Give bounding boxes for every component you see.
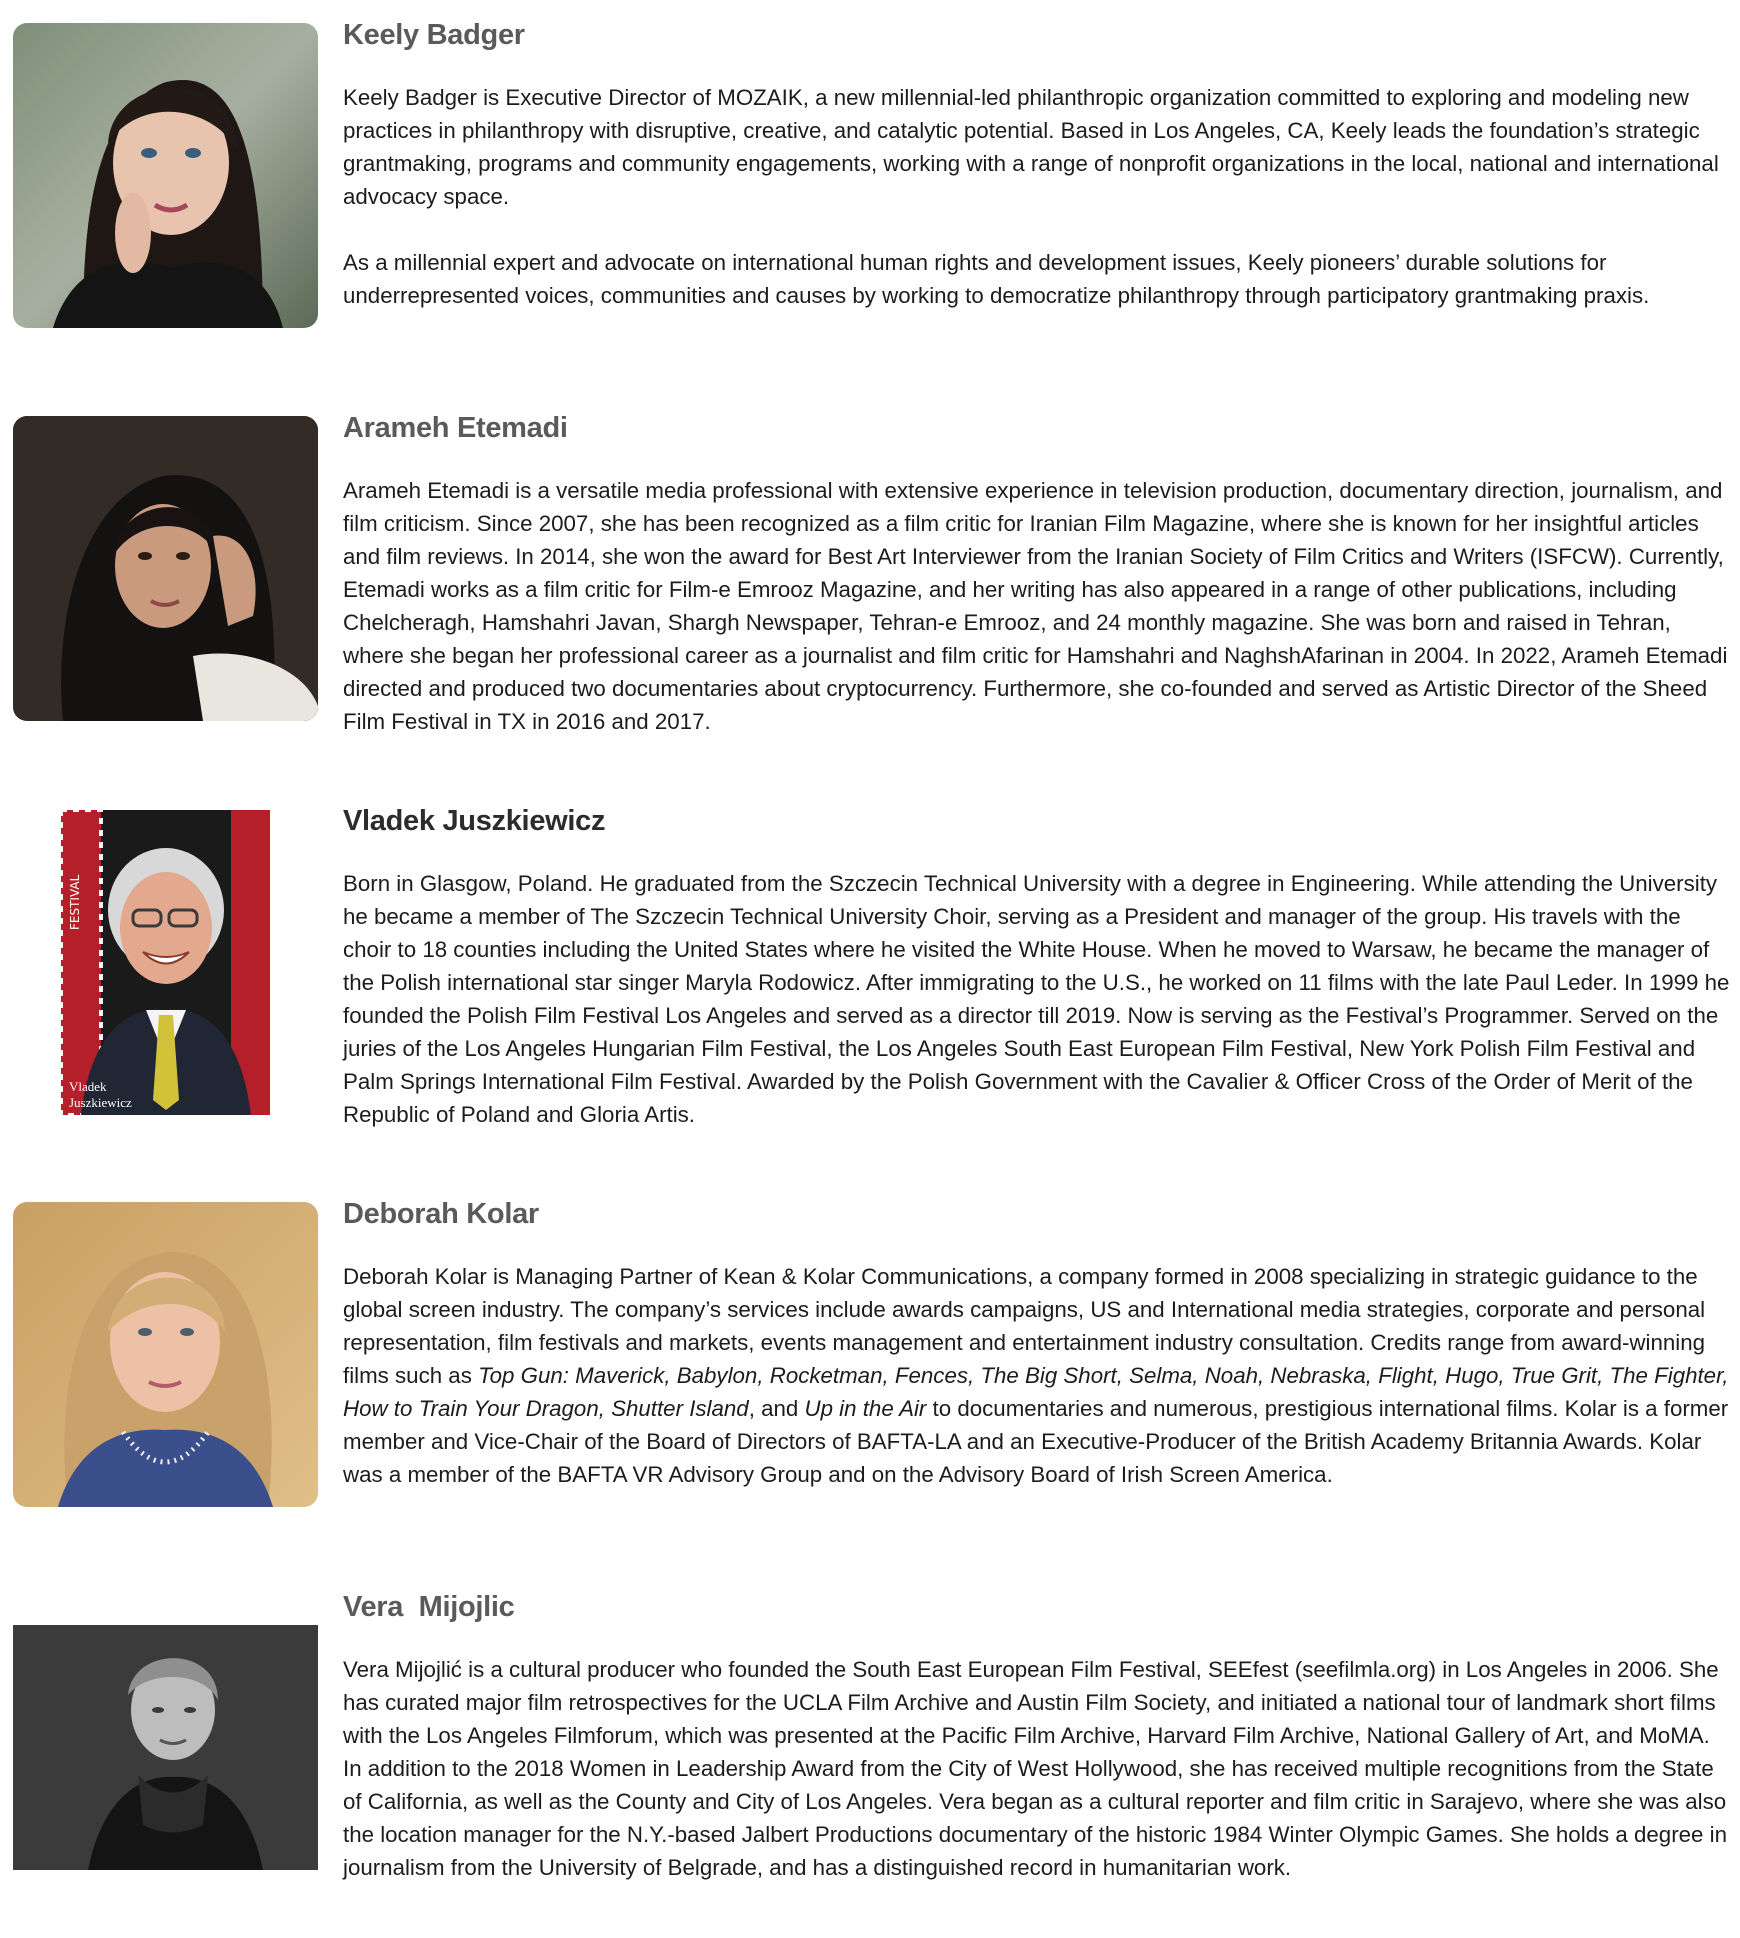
photo-banner-text: FESTIVAL [68, 874, 82, 930]
person-info [343, 1592, 1732, 1884]
person-info [343, 20, 1732, 312]
bio-film-titles: Top Gun: Maverick, Babylon, Rocketman, Fences, The Big Short, Selma, Noah, Nebraska, Flight, Hugo, True Grit, The Fighter, How to Train Your Dragon, Shutter Island [343, 1362, 1729, 1421]
person-bio-paragraph: Vera Mijojlić is a cultural producer who founded the South East European Film Festival, SEEfest (seefilmla.org) in Los Angeles in 2006. She has curated major film retrospectives for the UCLA Film Archive and Austin Film Society, and initiated a national tour of landmark short films with the Los Angeles Filmforum, which was presented at the Pacific Film Archive, Harvard Film Archive, National Gallery of Art, and MoMA. In addition to the 2018 Women in Leadership Award from the City of West Hollywood, she has received multiple recognitions from the State of California, as well as the County and City of Los Angeles. Vera began as a cultural reporter and film critic in Sarajevo, where she was also the location manager for the N.Y.-based Jalbert Productions documentary of the historic 1984 Winter Olympic Games. She holds a degree in journalism from the University of Belgrade, and has a distinguished record in humanitarian work. [343, 1656, 1727, 1880]
person-name: Vladek Juszkiewicz [343, 805, 606, 837]
portrait-image [13, 1625, 318, 1870]
person-bio-paragraph [343, 1260, 1732, 1491]
photo-caption: Vladek Juszkiewicz [69, 1079, 132, 1110]
person-name: Arameh Etemadi [343, 412, 568, 444]
person-name: Vera Mijojlic [343, 1591, 515, 1623]
person-name: Deborah Kolar [343, 1198, 539, 1230]
portrait-image [61, 810, 270, 1115]
person-bio-paragraph: Born in Glasgow, Poland. He graduated from the Szczecin Technical University with a degree in Engineering. While attending the University he became a member of The Szczecin Technical University Choir, serving as a President and manager of the group. His travels with the choir to 18 counties including the United States where he visited the White House. When he moved to Warsaw, he became the manager of the Polish international star singer Maryla Rodowicz. After immigrating to the U.S., he worked on 11 films with the late Paul Leder. In 1999 he founded the Polish Film Festival Los Angeles and served as a director till 2019. Now is serving as the Festival’s Programmer. Served on the juries of the Los Angeles Hungarian Film Festival, the Los Angeles South East European Film Festival, New York Polish Film Festival and Palm Springs International Film Festival. Awarded by the Polish Government with the Cavalier & Officer Cross of the Order of Merit of the Republic of Poland and Gloria Artis. [343, 870, 1730, 1127]
portrait-image [13, 23, 318, 328]
person-bio-paragraph: As a millennial expert and advocate on international human rights and development issues, Keely pioneers’ durable solutions for underrepresented voices, communities and causes by working to democratize philanthropy through participatory grantmaking praxis. [343, 249, 1650, 308]
person-name: Keely Badger [343, 19, 525, 51]
bio-text: , and [748, 1395, 805, 1421]
bio-text: Deborah Kolar is Managing Partner of Kean & Kolar Communications, a company formed in 2008 specializing in strategic guidance to the global screen industry. The company’s services include awards campaigns, US and International media strategies, corporate and personal representation, film festivals and markets, events management and entertainment industry consultation. Credits range from award-winning films such as [343, 1263, 1706, 1388]
person-photo [13, 1625, 318, 1870]
person-bio-paragraph: Keely Badger is Executive Director of MOZAIK, a new millennial-led philanthropic organization committed to exploring and modeling new practices in philanthropy with disruptive, creative, and catalytic potential. Based in Los Angeles, CA, Keely leads the foundation’s strategic grantmaking, programs and community engagements, working with a range of nonprofit organizations in the local, national and international advocacy space. [343, 84, 1719, 209]
portrait-image [13, 416, 318, 721]
bio-text: to documentaries and numerous, prestigious international films. Kolar is a former member and Vice-Chair of the Board of Directors of BAFTA-LA and an Executive-Producer of the British Academy Britannia Awards. Kolar was a member of the BAFTA VR Advisory Group and on the Advisory Board of Irish Screen America. [343, 1395, 1729, 1487]
person-info [343, 413, 1732, 738]
person-photo [61, 810, 270, 1115]
bio-film-title: Up in the Air [804, 1395, 927, 1421]
person-photo [13, 1202, 318, 1507]
person-info [343, 1199, 1732, 1491]
person-photo [13, 23, 318, 328]
portrait-image [13, 1202, 318, 1507]
person-info [343, 806, 1732, 1131]
person-photo [13, 416, 318, 721]
person-bio-paragraph: Arameh Etemadi is a versatile media professional with extensive experience in television production, documentary direction, journalism, and film criticism. Since 2007, she has been recognized as a film critic for Iranian Film Magazine, where she is known for her insightful articles and film reviews. In 2014, she won the award for Best Art Interviewer from the Iranian Society of Film Critics and Writers (ISFCW). Currently, Etemadi works as a film critic for Film-e Emrooz Magazine, and her writing has also appeared in a range of other publications, including Chelcheragh, Hamshahri Javan, Shargh Newspaper, Tehran-e Emrooz, and 24 monthly magazine. She was born and raised in Tehran, where she began her professional career as a journalist and film critic for Hamshahri and NaghshAfarinan in 2004. In 2022, Arameh Etemadi directed and produced two documentaries about cryptocurrency. Furthermore, she co-founded and served as Artistic Director of the Sheed Film Festival in TX in 2016 and 2017. [343, 477, 1728, 734]
